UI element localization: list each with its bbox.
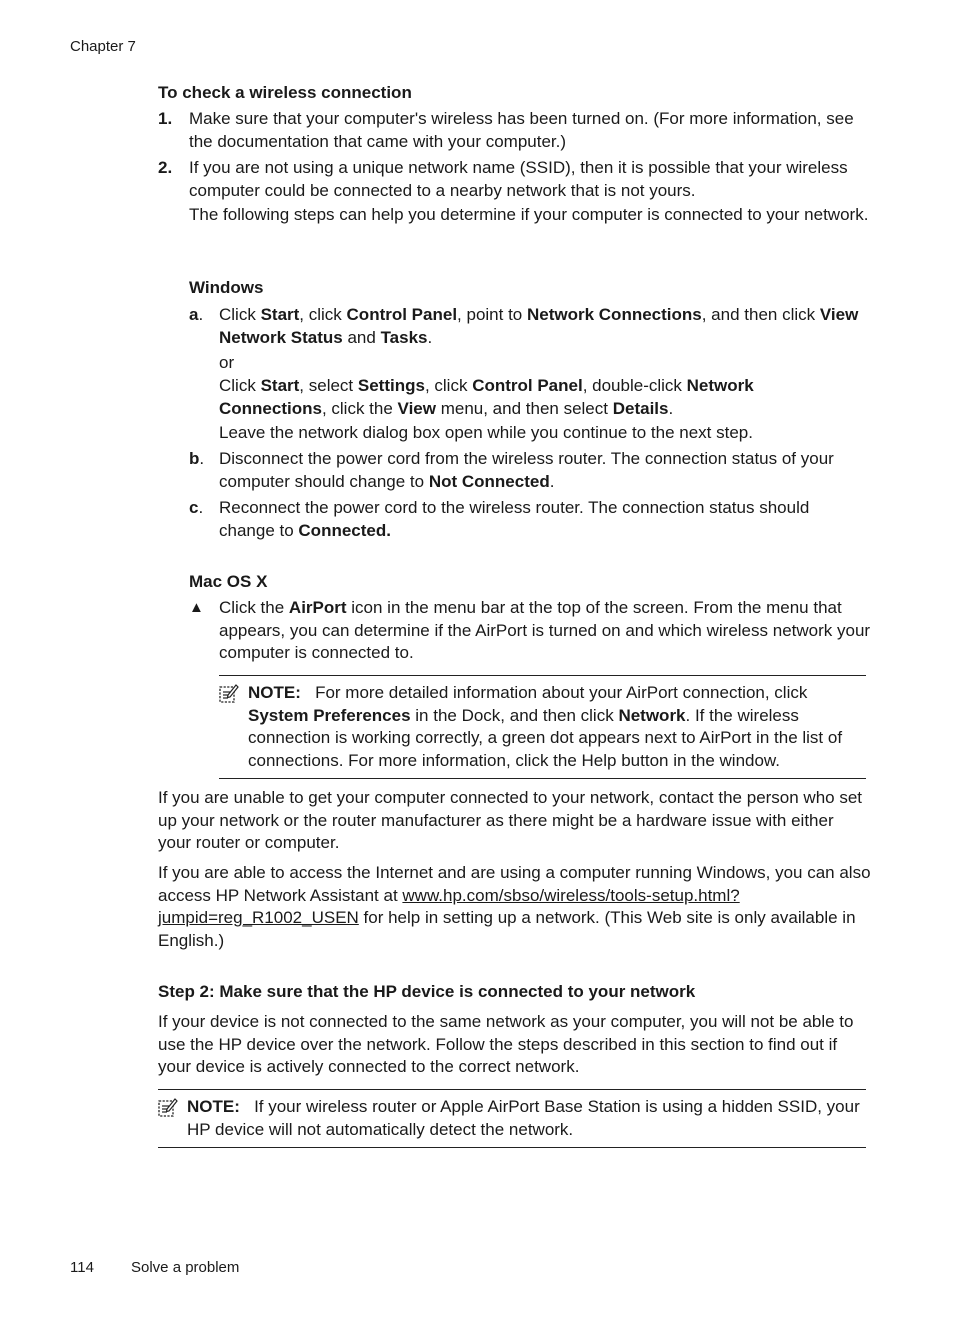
- substep-label: b.: [189, 449, 205, 468]
- windows-heading: Windows: [189, 278, 264, 297]
- step-number: 2.: [158, 158, 173, 177]
- section-title: To check a wireless connection: [158, 83, 412, 102]
- hp-network-assistant-link[interactable]: www.hp.com/sbso/wireless/tools-setup.html?jumpid=reg_R1002_USEN: [158, 885, 740, 927]
- note-icon: [158, 1097, 178, 1117]
- note-box: [158, 1089, 866, 1148]
- footer-section: Solve a problem: [131, 1259, 240, 1276]
- step-number: 1.: [158, 109, 173, 128]
- step-text: Make sure that your computer's wireless has been turned on. (For more information, see the documentation that came with your computer.): [189, 109, 854, 151]
- or-text: or: [219, 353, 235, 372]
- note-text: NOTE: If your wireless router or Apple AirPort Base Station is using a hidden SSID, your HP device will not automatically detect the network.: [187, 1097, 860, 1139]
- triangle-bullet-icon: ▲: [189, 599, 204, 616]
- step-text: If you are not using a unique network name (SSID), then it is possible that your wireless computer could be connected to a nearby network that is not yours.: [189, 158, 848, 200]
- mac-step: Click the AirPort icon in the menu bar at the top of the screen. From the menu that appears, you can determine if the AirPort is turned on and which wireless network your computer is connected to.: [219, 598, 871, 662]
- windows-step-b: Disconnect the power cord from the wireless router. The connection status of your computer should change to Not Connected.: [219, 449, 834, 491]
- page-number: 114: [70, 1259, 94, 1276]
- page-footer: [70, 1258, 239, 1278]
- mac-heading: Mac OS X: [189, 572, 268, 591]
- note-icon: [219, 683, 239, 703]
- body-paragraph: If your device is not connected to the same network as your computer, you will not be able to use the HP device over the network. Follow the steps described in this section to find out if your device is actively connected to the correct network.: [158, 1012, 854, 1076]
- windows-step-a-option2: Click Start, select Settings, click Control Panel, double-click Network Connections, click the View menu, and then select Details.: [219, 376, 754, 418]
- windows-step-c: Reconnect the power cord to the wireless router. The connection status should change to Connected.: [219, 498, 810, 540]
- substep-label: a.: [189, 305, 204, 324]
- substep-label: c.: [189, 498, 204, 517]
- note-box: [219, 675, 866, 779]
- note-text: NOTE: For more detailed information about your AirPort connection, click System Preferences in the Dock, and then click Network. If the wireless connection is working correctly, a green dot appears next to AirPort in the list of connections. For more information, click the Help button in the window.: [248, 683, 843, 770]
- section-title: Step 2: Make sure that the HP device is connected to your network: [158, 982, 696, 1001]
- body-paragraph: If you are able to access the Internet and are using a computer running Windows, you can also access HP Network Assistant at www.hp.com/sbso/wireless/tools-setup.html?jumpid=reg_R1002_USEN for help in setting up a network. (This Web site is only available in English.): [158, 863, 871, 950]
- body-paragraph: If you are unable to get your computer connected to your network, contact the person who set up your network or the router manufacturer as there might be a hardware issue with either your router or computer.: [158, 788, 863, 852]
- windows-step-a-option1: Click Start, click Control Panel, point to Network Connections, and then click View Network Status and Tasks.: [219, 305, 859, 347]
- step-text-extra: The following steps can help you determine if your computer is connected to your network.: [189, 205, 869, 224]
- running-header: Chapter 7: [70, 38, 136, 55]
- windows-step-a-note: Leave the network dialog box open while you continue to the next step.: [219, 423, 753, 442]
